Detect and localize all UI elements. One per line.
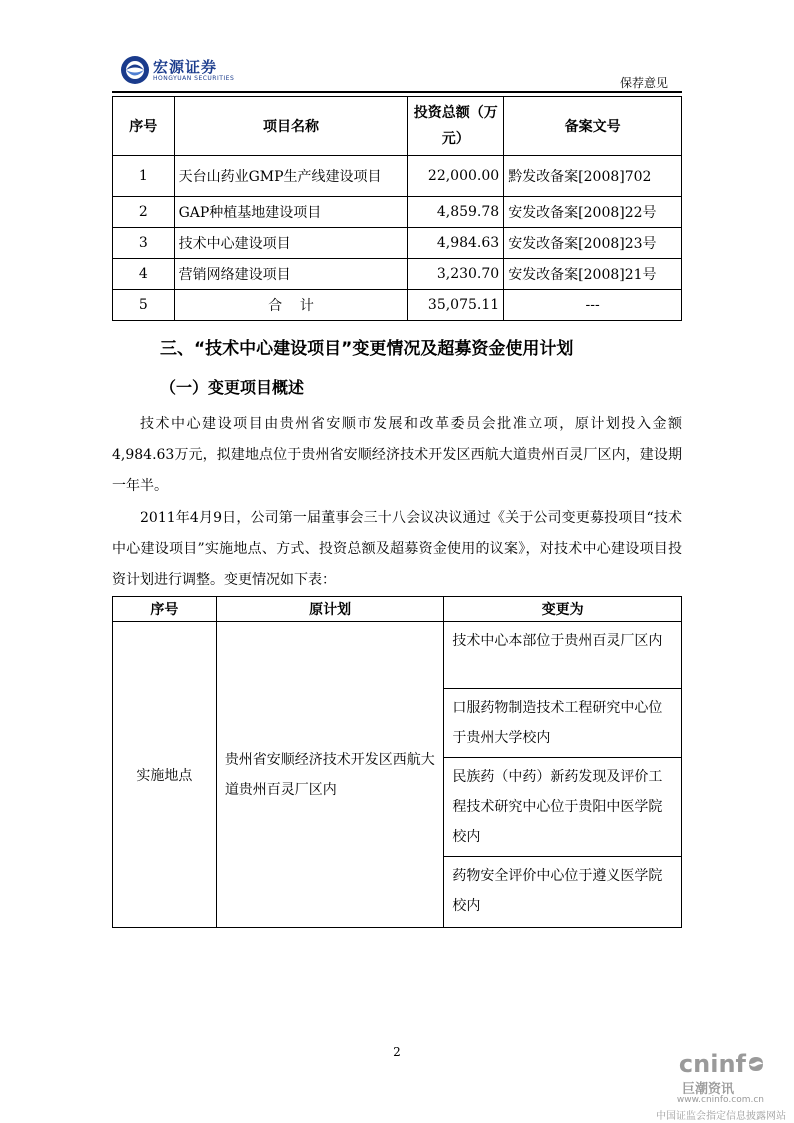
table-row: [113, 259, 682, 290]
row-no: 4: [113, 259, 175, 290]
row-amount: 4,859.78: [408, 197, 504, 228]
row-amount: 3,230.70: [408, 259, 504, 290]
change-item: 口服药物制造技术工程研究中心位于贵州大学校内: [444, 689, 682, 758]
header-no: 序号: [113, 97, 175, 156]
row-amount: 4,984.63: [408, 228, 504, 259]
change-item: 技术中心本部位于贵州百灵厂区内: [444, 622, 682, 689]
header-original-plan: 原计划: [216, 597, 444, 622]
change-item: 民族药（中药）新药发现及评价工程技术研究中心位于贵阳中医学院校内: [444, 758, 682, 857]
header-filing: 备案文号: [504, 97, 682, 156]
row-filing: ---: [504, 290, 682, 321]
row-name: GAP种植基地建设项目: [174, 197, 408, 228]
header-changed-to: 变更为: [444, 597, 682, 622]
paragraph: 技术中心建设项目由贵州省安顺市发展和改革委员会批准立项，原计划投入金额4,984.63万元，拟建地点位于贵州省安顺经济技术开发区西航大道贵州百灵厂区内，建设期一年半。: [112, 416, 682, 494]
header-no: 序号: [113, 597, 217, 622]
cninfo-swirl-icon: [746, 1054, 766, 1074]
header-divider: [112, 91, 682, 93]
watermark-cn: 巨潮资讯: [681, 1082, 734, 1097]
table-row: [113, 156, 682, 197]
row-no: 1: [113, 156, 175, 197]
header-amount-text: 投资总额（万元）: [413, 105, 498, 147]
row-no: 3: [113, 228, 175, 259]
row-name: 技术中心建设项目: [174, 228, 408, 259]
header-doc-type: 保荐意见: [619, 76, 668, 90]
subsection-title: （一）变更项目概述: [160, 378, 305, 397]
row-total-label: 合 计: [174, 290, 408, 321]
row-amount: 22,000.00: [408, 156, 504, 197]
logo-chinese-text: 宏源证券: [153, 58, 218, 76]
table-row: [113, 622, 682, 689]
row-filing: 安发改备案[2008]22号: [504, 197, 682, 228]
watermark-url: www.cninfo.com.cn: [676, 1095, 764, 1105]
row-no: 2: [113, 197, 175, 228]
row-filing: 黔发改备案[2008]702: [504, 156, 682, 197]
hongyuan-logo-icon: [120, 55, 150, 85]
row-amount: 35,075.11: [408, 290, 504, 321]
logo-english-text: HONGYUAN SECURITIES: [153, 75, 235, 82]
table-row: [113, 197, 682, 228]
table-header-row: [113, 97, 682, 156]
row-name: 天台山药业GMP生产线建设项目: [174, 156, 408, 197]
row-name: 营销网络建设项目: [174, 259, 408, 290]
table-row: [113, 228, 682, 259]
header-project-name: 项目名称: [174, 97, 408, 156]
row-no: 5: [113, 290, 175, 321]
watermark-brand: cninf: [678, 1050, 746, 1078]
project-table: [112, 96, 682, 321]
company-logo: [120, 55, 250, 87]
change-item: 药物安全评价中心位于遵义医学院校内: [444, 857, 682, 928]
section-title: 三、“技术中心建设项目”变更情况及超募资金使用计划: [160, 339, 574, 359]
row-label: 实施地点: [113, 622, 217, 928]
table-header-row: [113, 597, 682, 622]
cninfo-watermark: [616, 1050, 786, 1120]
page-number: 2: [393, 1045, 401, 1059]
change-table: [112, 596, 682, 928]
watermark-desc: 中国证监会指定信息披露网站: [656, 1111, 786, 1122]
row-filing: 安发改备案[2008]23号: [504, 228, 682, 259]
table-total-row: [113, 290, 682, 321]
original-plan-cell: 贵州省安顺经济技术开发区西航大道贵州百灵厂区内: [216, 622, 444, 928]
row-filing: 安发改备案[2008]21号: [504, 259, 682, 290]
header-amount: [408, 97, 504, 156]
paragraph: 2011年4月9日，公司第一届董事会三十八会议决议通过《关于公司变更募投项目“技术中心建设项目”实施地点、方式、投资总额及超募资金使用的议案》，对技术中心建设项目投资计划进行调整。变更情况如下表：: [112, 510, 682, 588]
